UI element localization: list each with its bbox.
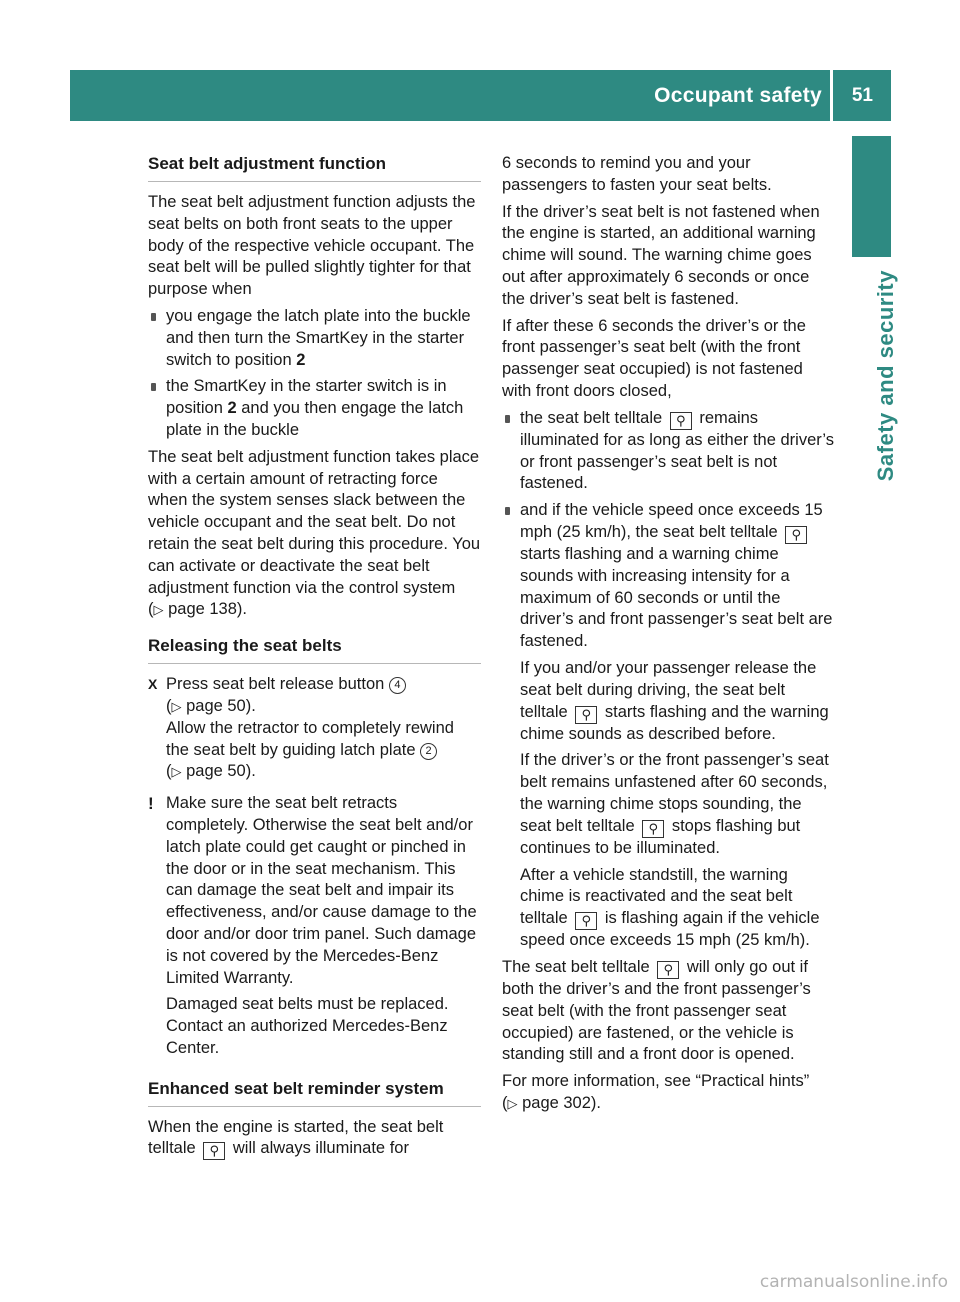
- text: If the driver’s or the front passenger’s seat belt remains unfastened after 60 seconds, the warning chime stops sounding, the seat belt telltale: [520, 751, 829, 835]
- text: The seat belt telltale: [502, 957, 650, 976]
- page-ref-triangle-icon: ▷: [171, 698, 182, 714]
- seat-belt-telltale-icon: ⚲: [670, 412, 692, 430]
- text: Make sure the seat belt retracts completely. Otherwise the seat belt and/or latch plate could get caught or pinched in the door or in the seat mechanism. This can damage the seat belt and impair its effectiveness, and/or cause damage to the door and/or door trim panel. Such damage is not covered by the Mercedes-Benz Limited Warranty.: [166, 794, 477, 987]
- seat-belt-telltale-icon: ⚲: [657, 961, 679, 979]
- paragraph: The seat belt adjustment function adjusts the seat belts on both front seats to the upper body of the respective vehicle occupant. The seat belt will be pulled slightly tighter for that purpose when: [148, 193, 476, 299]
- step-item: X Press seat belt release button 4 (▷ page 50). Allow the retractor to completely rewind the seat belt by guiding latch plate 2 (▷ page 50).: [148, 675, 454, 781]
- text: The seat belt adjustment function takes place with a certain amount of retracting force when the system senses slack between the vehicle occupant and the seat belt. Do not retain the seat belt during this procedure. You can activate or deactivate the seat belt adjustment function via the control system: [148, 447, 481, 597]
- paragraph: [502, 957, 836, 1066]
- warning-note: [148, 793, 481, 989]
- page-number: 51: [851, 85, 873, 106]
- seat-belt-telltale-icon: ⚲: [642, 820, 664, 838]
- seat-belt-telltale-icon: ⚲: [575, 912, 597, 930]
- bold-text: 2: [296, 350, 306, 369]
- text: will always illuminate for: [232, 1139, 409, 1158]
- text: is flashing again if the vehicle speed once exceeds 15 mph (25 km/h).: [520, 909, 820, 950]
- bold-text: 2: [227, 399, 237, 418]
- page-ref-triangle-icon: ▷: [507, 1095, 518, 1111]
- paragraph: 6 seconds to remind you and your passengers to fasten your seat belts.: [502, 154, 772, 194]
- text: you engage the latch plate into the buckle and then turn the SmartKey in the starter switch to position: [166, 306, 471, 369]
- exclamation-icon: !: [148, 794, 154, 814]
- page-title: Occupant safety: [654, 84, 822, 107]
- page-ref[interactable]: page 138).: [168, 600, 247, 619]
- page-ref[interactable]: page 302).: [522, 1093, 601, 1112]
- watermark[interactable]: carmanualsonline.info: [759, 1272, 948, 1292]
- text: starts flashing and the warning chime sounds as described before.: [520, 702, 829, 743]
- list-item: [502, 408, 836, 495]
- list-item: [502, 500, 836, 653]
- text: Press seat belt release button: [166, 675, 385, 694]
- step-arrow-icon: X: [148, 676, 158, 693]
- right-column: [502, 153, 836, 1120]
- text: If you and/or your passenger release the seat belt during driving, the seat belt telltale: [520, 658, 817, 721]
- left-column: [148, 153, 481, 1165]
- list-item: [148, 376, 481, 441]
- paragraph: Damaged seat belts must be replaced. Contact an authorized Mercedes-Benz Center.: [166, 995, 449, 1057]
- paragraph: [148, 1117, 481, 1161]
- paragraph: The seat belt adjustment function takes place with a certain amount of retracting force when the system senses slack between the vehicle occupant and the seat belt. Do not retain the seat belt during this procedure. You can activate or deactivate the seat belt adjustment function via the control system (▷ page 138).: [148, 447, 481, 619]
- section-heading: Releasing the seat belts: [148, 635, 481, 664]
- paragraph: If after these 6 seconds the driver’s or the front passenger’s seat belt (with the front passenger seat occupied) is not fastened with front doors closed,: [502, 316, 806, 400]
- seat-belt-telltale-icon: ⚲: [575, 706, 597, 724]
- text: remains illuminated for as long as either the driver’s or front passenger’s seat belt is not fastened.: [520, 408, 834, 493]
- callout-number: 2: [420, 743, 437, 760]
- text: will only go out if both the driver’s and the front passenger’s seat belt (with the front passenger seat occupied) are fastened, or the vehicle is standing still and a front door is opened.: [502, 957, 811, 1064]
- header-divider: [830, 70, 833, 121]
- list-item: [148, 306, 481, 371]
- page-ref-triangle-icon: ▷: [153, 602, 164, 618]
- text: the seat belt telltale: [520, 408, 663, 427]
- text: the SmartKey in the starter switch is in position: [166, 377, 447, 418]
- text: starts flashing and a warning chime sounds with increasing intensity for a maximum of 60 seconds or until the driver’s and front passenger’s seat belt are fastened.: [520, 544, 833, 651]
- side-tab-label: Safety and security: [873, 270, 898, 482]
- page-ref[interactable]: page 50).: [186, 762, 256, 781]
- paragraph: For more information, see “Practical hints” (▷ page 302).: [502, 1072, 810, 1112]
- side-tab-marker: [852, 136, 891, 257]
- section-heading: Seat belt adjustment function: [148, 153, 481, 182]
- text: stops flashing but continues to be illuminated.: [520, 816, 801, 857]
- callout-number: 4: [389, 677, 406, 694]
- text: and you then engage the latch plate in the buckle: [166, 399, 464, 439]
- paragraph: [502, 865, 836, 952]
- paragraph: [502, 658, 836, 745]
- seat-belt-telltale-icon: ⚲: [203, 1142, 225, 1160]
- paragraph: If the driver’s seat belt is not fastened when the engine is started, an additional warning chime will sound. The warning chime goes out after approximately 6 seconds or once the driver’s seat belt is fastened.: [502, 202, 820, 308]
- page-ref-triangle-icon: ▷: [171, 764, 182, 780]
- section-heading: Enhanced seat belt reminder system: [148, 1078, 481, 1107]
- text: When the engine is started, the seat belt telltale: [148, 1117, 444, 1158]
- text: After a vehicle standstill, the warning chime is reactivated and the seat belt telltale: [520, 865, 793, 928]
- text: and if the vehicle speed once exceeds 15 mph (25 km/h), the seat belt telltale: [520, 501, 823, 541]
- seat-belt-telltale-icon: ⚲: [785, 526, 807, 544]
- paragraph: [502, 750, 836, 859]
- page-ref[interactable]: page 50).: [186, 696, 256, 715]
- text: Allow the retractor to completely rewind the seat belt by guiding latch plate: [166, 718, 454, 759]
- header-bar: [70, 70, 891, 121]
- text: For more information, see “Practical hints”: [502, 1072, 810, 1091]
